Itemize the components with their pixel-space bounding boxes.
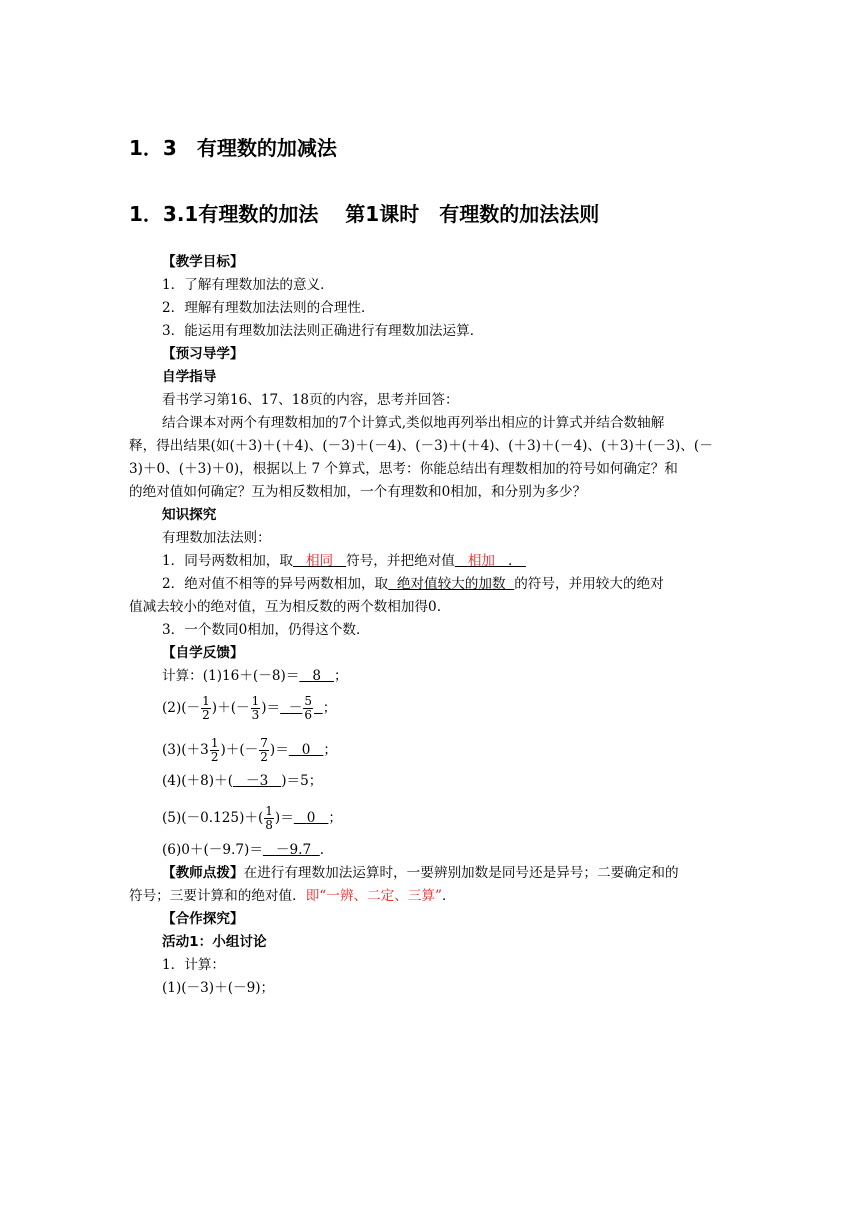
rule-2-text: 的符号，并用较大的绝对 — [514, 576, 664, 592]
fraction: $\frac{1}{2}$ — [202, 694, 210, 722]
paragraph-line: 结合课本对两个有理数相加的7个计算式,类似地再列举出相应的计算式并结合数轴解 — [162, 415, 665, 431]
fraction: $\frac{7}{2}$ — [260, 736, 268, 764]
rule-1-text: 符号，并把绝对值 — [346, 553, 455, 569]
exercise-4: (4)(＋8)＋( －3 )＝5； — [162, 773, 323, 789]
exercise-5: (5)(－0.125)＋( $\frac{1}{8}$ )＝ 0 ； — [162, 804, 343, 832]
goal-item: 2．理解有理数加法法则的合理性． — [162, 300, 375, 316]
teacher-tip-mnemonic: 即“一辨、二定、三算” — [305, 888, 442, 904]
feedback-heading: 【自学反馈】 — [162, 645, 244, 661]
exercise-2: (2)(－ $\frac{1}{2}$ )＋(－ $\frac{1}{3}$ )＝ － $\frac{5}{6}$ ； — [162, 694, 337, 722]
rule-1-answer-1: 相同 — [305, 553, 334, 569]
exercise-3-answer: 0 — [301, 742, 311, 758]
teacher-tip-continued: 符号；三要计算和的绝对值．即“一辨、二定、三算”． — [129, 888, 456, 904]
rule-1-text: 1．同号两数相加，取 — [162, 553, 293, 569]
goals-heading: 【教学目标】 — [162, 254, 244, 270]
activity-heading: 活动1：小组讨论 — [162, 934, 267, 950]
rule-2-text: 2．绝对值不相等的异号两数相加，取 — [162, 576, 389, 592]
calc-label: 1．计算： — [162, 957, 226, 973]
exercise-1: 计算：(1)16＋(－8)＝ 8 ； — [162, 668, 348, 684]
exercise-5-answer: 0 — [306, 810, 316, 826]
exercise-1-answer: 8 — [312, 668, 321, 684]
paragraph-line: 释，得出结果(如(＋3)＋(＋4)、(－3)＋(－4)、(－3)＋(＋4)、(＋3)＋(－4)、(＋3)＋(－3)、(－ — [129, 438, 713, 454]
rule-1-blank-2: 相加 ． — [467, 553, 522, 569]
exercise-4-answer: －3 — [245, 773, 269, 789]
rule-2-continued: 值减去较小的绝对值，互为相反数的两个数相加得0. — [129, 599, 442, 615]
rule-2-blank — [388, 576, 514, 592]
rule-1-answer-2: 相加 — [467, 553, 496, 569]
calc-item: (1)(－3)＋(－9)； — [162, 980, 275, 996]
lesson-title: 1．3.1有理数的加法 第1课时 有理数的加法法则 — [129, 202, 600, 226]
goal-item: 1．了解有理数加法的意义． — [162, 277, 334, 293]
goal-item: 3．能运用有理数加法法则正确进行有理数加法运算． — [162, 323, 484, 339]
self-study-instruction: 看书学习第16、17、18页的内容，思考并回答： — [162, 392, 459, 408]
rule-2 — [162, 575, 664, 593]
exercise-6: (6)0＋(－9.7)＝ －9.7 . — [162, 842, 325, 858]
explore-heading: 知识探究 — [162, 507, 217, 523]
rule-1 — [162, 552, 526, 570]
rule-2-answer: 绝对值较大的加数 — [396, 576, 506, 592]
fraction: $\frac{1}{8}$ — [265, 804, 273, 832]
preview-heading: 【预习导学】 — [162, 346, 244, 362]
fraction: $\frac{5}{6}$ — [304, 694, 313, 722]
exercise-2-answer: － $\frac{5}{6}$ — [288, 694, 313, 722]
rule-1-blank-1 — [293, 553, 346, 569]
self-study-heading: 自学指导 — [162, 369, 217, 385]
paragraph-line: 3)＋0、(＋3)＋0)，根据以上 7 个算式，思考：你能总结出有理数相加的符号如何确定？和 — [129, 461, 678, 477]
fraction: $\frac{1}{3}$ — [251, 694, 260, 722]
rule-3: 3．一个数同0相加，仍得这个数． — [162, 622, 370, 638]
section-title: 1．3 有理数的加减法 — [129, 136, 337, 160]
exercise-6-answer: －9.7 — [275, 842, 312, 858]
paragraph-line: 的绝对值如何确定？互为相反数相加，一个有理数和0相加，和分别为多少？ — [129, 484, 587, 500]
exercise-3: (3)(＋3 $\frac{1}{2}$ )＋(－ $\frac{7}{2}$ )＝ 0 ； — [162, 736, 337, 764]
fraction: $\frac{1}{2}$ — [210, 736, 219, 764]
teacher-tip-heading: 【教师点拨】 — [162, 865, 244, 881]
coop-heading: 【合作探究】 — [162, 911, 244, 927]
rule-intro: 有理数加法法则： — [162, 530, 271, 546]
teacher-tip: 【教师点拨】在进行有理数加法运算时，一要辨别加数是同号还是异号；二要确定和的 — [162, 865, 679, 881]
